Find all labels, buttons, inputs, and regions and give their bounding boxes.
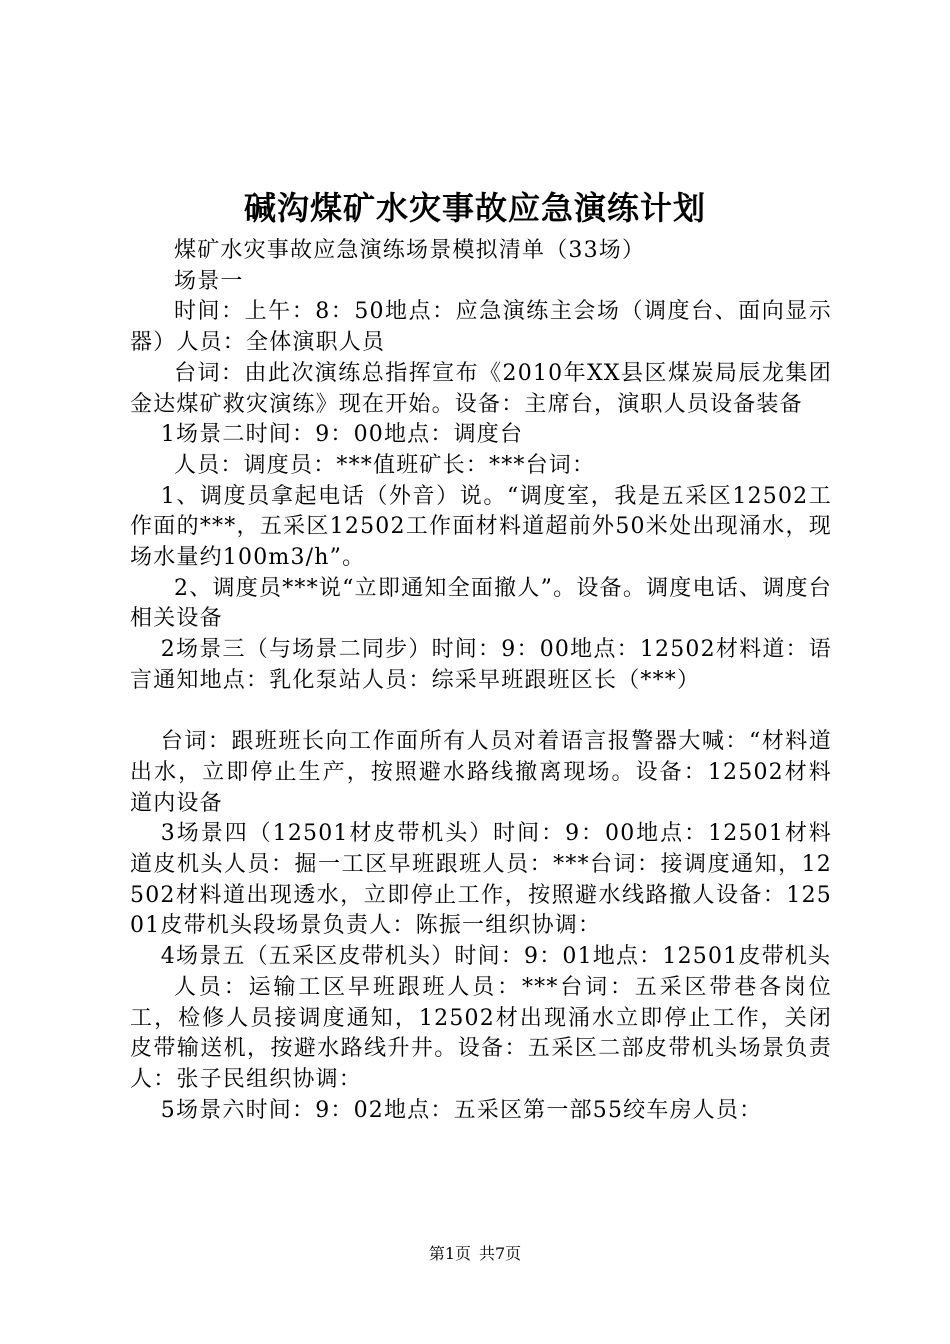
paragraph-scene-one-time: 时间：上午：8：50地点：应急演练主会场（调度台、面向显示器）人员：全体演职人员	[130, 299, 832, 356]
paragraph-gap	[130, 697, 832, 728]
paragraph-scene-four: 3场景四（12501材皮带机头）时间：9：00地点：12501材料道皮机头人员：掘一工区早班跟班人员：***台词：接调度通知，12502材料道出现透水，立即停止工作，按照避水线路撤人设备：12501皮带机头段场景负责人：陈振一组织协调：	[130, 821, 832, 939]
paragraph-scene-two-line-2: 2、调度员***说“立即通知全面撤人”。设备。调度电话、调度台相关设备	[130, 575, 832, 632]
paragraph-scene-one-heading: 场景一	[174, 268, 244, 294]
document-body	[130, 236, 832, 1126]
paragraph-scene-one-lines: 台词：由此次演练总指挥宣布《2010年XX县区煤炭局辰龙集团金达煤矿救灾演练》现在开始。设备：主席台，演职人员设备装备	[130, 360, 832, 417]
paragraph-scenario-list-title: 煤矿水灾事故应急演练场景模拟清单（33场）	[174, 238, 646, 263]
page-number-current: 第1页	[428, 1244, 471, 1263]
paragraph-scene-five-staff: 人员：运输工区早班跟班人员：***台词：五采区带巷各岗位工，检修人员接调度通知，12502材出现涌水立即停止工作，关闭皮带输送机，按避水路线升井。设备：五采区二部皮带机头场景负责人：张子民组织协调：	[130, 974, 832, 1092]
page-footer	[0, 1244, 950, 1264]
paragraph-scene-two-line-1: 1、调度员拿起电话（外音）说。“调度室，我是五采区12502工作面的***，五采区12502工作面材料道超前外50米处出现涌水，现场水量约100m3/h”。	[130, 483, 832, 571]
document-title: 碱沟煤矿水灾事故应急演练计划	[243, 189, 706, 227]
page-number-total: 共7页	[479, 1244, 522, 1263]
paragraph-scene-three: 2场景三（与场景二同步）时间：9：00地点：12502材料道：语言通知地点：乳化泵站人员：综采早班跟班区长（***）	[130, 637, 832, 693]
paragraph-scene-two-time: 1场景二时间：9：00地点：调度台	[160, 422, 524, 448]
paragraph-scene-two-staff: 人员：调度员：***值班矿长：***台词：	[174, 452, 596, 478]
paragraph-scene-six: 5场景六时间：9：02地点：五采区第一部55绞车房人员：	[160, 1097, 763, 1123]
paragraph-scene-three-lines: 台词：跟班班长向工作面所有人员对着语言报警器大喊：“材料道出水，立即停止生产，按照避水路线撤离现场。设备：12502材料道内设备	[130, 729, 832, 816]
paragraph-scene-five: 4场景五（五采区皮带机头）时间：9：01地点：12501皮带机头	[160, 944, 832, 970]
